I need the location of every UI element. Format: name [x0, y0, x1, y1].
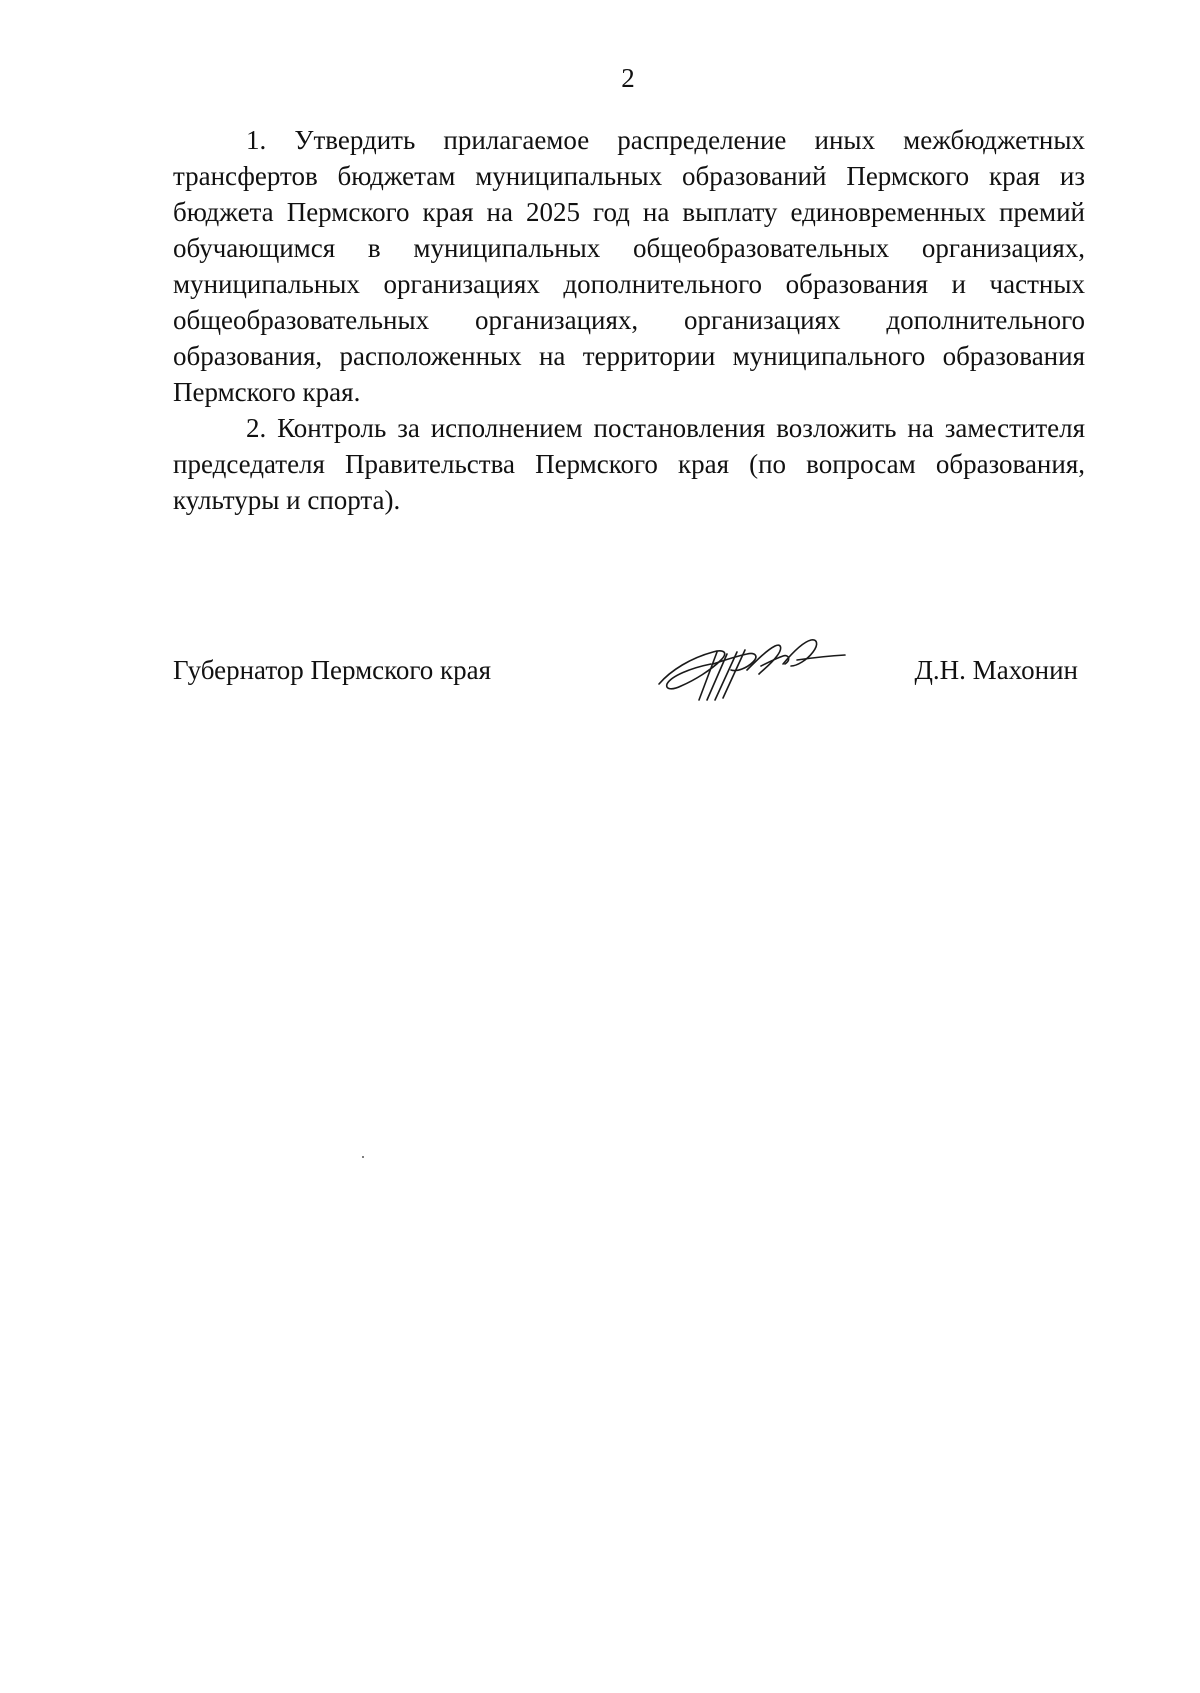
paragraph-2: 2. Контроль за исполнением постановления возложить на заместителя председателя Правительства Пермского края (по вопросам образования, культуры и спорта).: [173, 413, 1085, 515]
document-body: [173, 122, 1085, 518]
signatory-name: Д.Н. Махонин: [914, 655, 1078, 685]
scan-artifact-dot: [362, 1156, 364, 1158]
signatory-title: Губернатор Пермского края: [173, 655, 492, 685]
page-number: 2: [621, 63, 635, 93]
handwritten-signature: [651, 630, 851, 708]
signature-block: [173, 648, 1078, 698]
paragraph-1: 1. Утвердить прилагаемое распределение иных межбюджетных трансфертов бюджетам муниципальных образований Пермского края из бюджета Пермского края на 2025 год на выплату единовременных премий обучающимся в муниципальных общеобразовательных организациях, муниципальных организациях дополнительного образования и частных общеобразовательных организациях, организациях дополнительного образования, расположенных на территории муниципального образования Пермского края.: [173, 125, 1085, 407]
